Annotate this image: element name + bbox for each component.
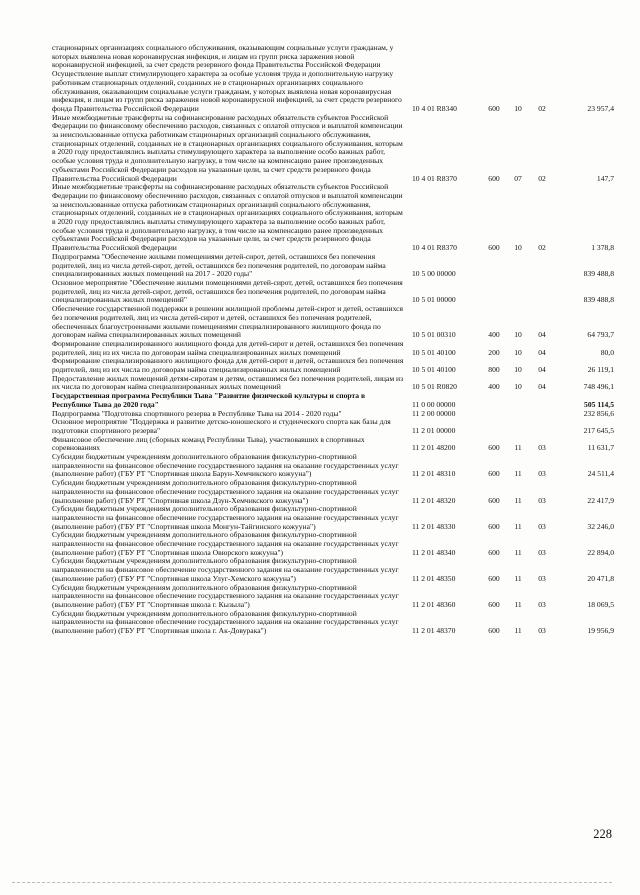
row-expense-type: 200: [488, 347, 500, 357]
row-amount: 147,7: [596, 173, 614, 183]
table-row: [52, 114, 614, 184]
row-subsection: 04: [538, 347, 546, 357]
row-section: 11: [514, 521, 522, 531]
table-row: [52, 392, 614, 409]
row-description: Предоставление жилых помещений детям-сиротам и детям, оставшимся без попечения родителей, лицам из их числа по договорам найма специализированных жилых помещений: [52, 373, 404, 392]
row-description: Субсидии бюджетным учреждениям дополнительного образования физкультурно-спортивной направленности на финансовое обеспечение государственного задания на оказание государственных услуг (выполнение работ) (ГБУ РТ "Спортивная школа Дзун-Хемчикского кожууна"): [52, 478, 399, 505]
row-classification-code: 11 2 01 48350: [412, 573, 456, 583]
scan-edge-divider: [12, 882, 612, 884]
row-expense-type: 600: [488, 243, 500, 253]
table-row: [52, 375, 614, 392]
row-description: Основное мероприятие "Обеспечение жилыми помещениями детей-сирот, детей, оставшихся без попечения родителей, лиц из числа детей-сирот, детей, оставшихся без попечения родителей, по договорам найма специализированных жилых помещений": [52, 277, 403, 305]
row-description: Формирование специализированного жилищного фонда для детей-сирот и детей, оставшихся без попечения родителей, лиц из их числа по договорам найма специализированных жилых помещений: [52, 356, 404, 375]
row-subsection: 03: [538, 626, 546, 636]
row-description: Подпрограмма "Обеспечение жилыми помещениями детей-сирот, детей, оставшихся без попечения родителей, лиц из числа детей-сирот, детей, оставшихся без попечения родителей, по договорам найма специализированных жилых помещений на 2017 - 2020 годы": [52, 251, 386, 279]
row-classification-code: 11 2 01 48330: [412, 521, 456, 531]
row-amount: 32 246,0: [587, 521, 614, 531]
row-amount: 20 471,8: [587, 573, 614, 583]
row-classification-code: 11 2 01 48360: [412, 600, 456, 609]
row-amount: 26 119,1: [587, 365, 614, 375]
row-classification-code: 11 2 01 48340: [412, 547, 456, 557]
table-row: [52, 584, 614, 610]
row-subsection: 03: [538, 469, 546, 479]
row-amount: 505 114,5: [584, 399, 614, 409]
table-row: [52, 557, 614, 583]
table-row: [52, 253, 614, 279]
row-amount: 839 488,8: [583, 295, 614, 305]
row-expense-type: 600: [488, 173, 500, 183]
row-classification-code: 10 5 01 40100: [412, 365, 456, 375]
row-subsection: 04: [538, 330, 546, 340]
row-classification-code: 10 5 01 00000: [412, 295, 456, 305]
row-amount: 80,0: [600, 347, 614, 357]
row-subsection: 03: [538, 573, 546, 583]
row-section: 11: [514, 573, 522, 583]
row-amount: 839 488,8: [583, 269, 614, 279]
row-expense-type: 600: [488, 573, 500, 583]
row-expense-type: 600: [488, 600, 500, 609]
row-expense-type: 600: [488, 626, 500, 636]
row-section: 07: [514, 173, 522, 183]
row-expense-type: 600: [488, 469, 500, 479]
row-subsection: 03: [538, 547, 546, 557]
row-classification-code: 11 2 01 48370: [412, 626, 456, 636]
row-expense-type: 800: [488, 365, 500, 375]
row-section: 11: [514, 600, 522, 609]
row-section: 10: [514, 365, 522, 375]
table-row: [52, 183, 614, 253]
row-description: Обеспечение государственной поддержки в решении жилищной проблемы детей-сирот и детей, оставшихся без попечения родителей, лиц из числа детей-сирот и детей, оставшихся без попечения родителей, обеспеченных благоустроенными жилыми помещениями специализированного жилищного фонда по договорам найма специализированных жилых помещений: [52, 304, 404, 340]
table-row: [52, 279, 614, 305]
table-row: [52, 70, 614, 114]
row-classification-code: 11 2 01 00000: [412, 425, 456, 435]
table-row: [52, 453, 614, 479]
row-section: 10: [514, 347, 522, 357]
row-subsection: 02: [538, 243, 546, 253]
row-amount: 24 511,4: [587, 469, 614, 479]
row-description: Субсидии бюджетным учреждениям дополнительного образования физкультурно-спортивной направленности на финансовое обеспечение государственного задания на оказание государственных услуг (выполнение работ) (ГБУ РТ "Спортивная школа Улуг-Хемского кожууна"): [52, 556, 399, 583]
row-description: Финансовое обеспечение лиц (сборных команд Республики Тыва), участвовавших в спортивных соревнованиях: [52, 434, 365, 453]
row-expense-type: 400: [488, 382, 500, 392]
page-number: 228: [593, 827, 612, 841]
row-classification-code: 11 2 01 48310: [412, 469, 456, 479]
row-amount: 23 957,4: [587, 103, 614, 113]
row-description: Формирование специализированного жилищного фонда для детей-сирот и детей, оставшихся без попечения родителей, лиц из их числа по договорам найма специализированных жилых помещений: [52, 338, 404, 357]
row-description: Субсидии бюджетным учреждениям дополнительного образования физкультурно-спортивной направленности на финансовое обеспечение государственного задания на оказание государственных услуг (выполнение работ) (ГБУ РТ "Спортивная школа Барун-Хемчикского кожууна"): [52, 452, 399, 479]
row-section: 11: [514, 469, 522, 479]
row-expense-type: 600: [488, 547, 500, 557]
row-amount: 19 956,9: [587, 626, 614, 636]
row-description: Субсидии бюджетным учреждениям дополнительного образования физкультурно-спортивной направленности на финансовое обеспечение государственного задания на оказание государственных услуг (выполнение работ) (ГБУ РТ "Спортивная школа Монгун-Тайгинского кожууна"): [52, 504, 399, 531]
row-subsection: 03: [538, 443, 546, 453]
row-amount: 22 417,9: [587, 495, 614, 505]
row-classification-code: 10 4 01 R8370: [412, 173, 457, 183]
table-row: [52, 610, 614, 636]
row-expense-type: 600: [488, 495, 500, 505]
row-amount: 22 894,0: [587, 547, 614, 557]
table-row: [52, 44, 614, 70]
row-description: Государственная программа Республики Тыва "Развитие физической культуры и спорта в Республике Тыва до 2020 года": [52, 391, 366, 409]
row-expense-type: 600: [488, 443, 500, 453]
row-amount: 11 631,7: [587, 443, 614, 453]
row-section: 11: [514, 495, 522, 505]
table-row: [52, 505, 614, 531]
row-classification-code: 10 4 01 R8370: [412, 243, 457, 253]
row-expense-type: 600: [488, 521, 500, 531]
row-amount: 18 069,5: [587, 600, 614, 609]
row-description: Основное мероприятие "Поддержка и развитие детско-юношеского и студенческого спорта как базы для подготовки спортивного резерва": [52, 417, 391, 435]
row-section: 10: [514, 330, 522, 340]
row-subsection: 04: [538, 365, 546, 375]
row-description: Субсидии бюджетным учреждениям дополнительного образования физкультурно-спортивной направленности на финансовое обеспечение государственного задания на оказание государственных услуг (выполнение работ) (ГБУ РТ "Спортивная школа г. Ак-Довурака"): [52, 608, 399, 636]
row-subsection: 02: [538, 103, 546, 113]
row-subsection: 02: [538, 173, 546, 183]
row-section: 10: [514, 243, 522, 253]
row-classification-code: 10 5 01 R0820: [412, 382, 457, 392]
row-classification-code: 10 5 00 00000: [412, 269, 456, 279]
table-row: [52, 357, 614, 374]
row-subsection: 04: [538, 382, 546, 392]
row-subsection: 03: [538, 495, 546, 505]
row-description: Иные межбюджетные трансферты на софинансирование расходных обязательств субъектов Российской Федерации по финансовому обеспечению расходов, связанных с оплатой отпусков и выплатой компенсации за неиспользованные отпуска работникам стационарных организаций социального обслуживания, стационарных отделений, созданных не в стационарных организациях социального обслуживания, которым в 2020 году предоставлялись выплаты стимулирующего характера за выполнение особо важных работ, особые условия труда и дополнительную нагрузку, в том числе на компенсацию ранее произведенных субъектами Российской Федерации расходов на указанные цели, за счет средств резервного фонда Правительства Российской Федерации: [52, 182, 403, 253]
table-row: [52, 479, 614, 505]
row-section: 10: [514, 103, 522, 113]
row-subsection: 03: [538, 521, 546, 531]
row-classification-code: 10 5 01 40100: [412, 347, 456, 357]
table-row: [52, 340, 614, 357]
row-amount: 64 793,7: [587, 330, 614, 340]
row-amount: 1 378,8: [591, 243, 614, 253]
row-subsection: 03: [538, 600, 546, 609]
row-description: Осуществление выплат стимулирующего характера за особые условия труда и дополнительную нагрузку работникам стационарных отделений, созданных не в стационарных организациях социального обслуживания, оказывающим социальные услуги гражданам, у которых выявлена новая коронавирусная инфекция, и лицам из групп риска заражения новой коронавирусной инфекцией, за счет средств резервного фонда Правительства Российской Федерации: [52, 69, 402, 113]
table-row: [52, 305, 614, 340]
row-expense-type: 600: [488, 103, 500, 113]
table-row: [52, 436, 614, 453]
row-classification-code: 11 2 01 48200: [412, 443, 456, 453]
row-description: Субсидии бюджетным учреждениям дополнительного образования физкультурно-спортивной направленности на финансовое обеспечение государственного задания на оказание государственных услуг (выполнение работ) (ГБУ РТ "Спортивная школа г. Кызыла"): [52, 582, 399, 609]
row-section: 11: [514, 443, 522, 453]
row-amount: 217 645,5: [583, 425, 614, 435]
table-row: [52, 531, 614, 557]
row-expense-type: 400: [488, 330, 500, 340]
row-section: 11: [514, 547, 522, 557]
row-classification-code: 10 4 01 R8340: [412, 103, 457, 113]
row-classification-code: 11 2 01 48320: [412, 495, 456, 505]
row-section: 11: [514, 626, 522, 636]
row-section: 10: [514, 382, 522, 392]
row-description: стационарных организациях социального обслуживания, оказывающим социальные услуги гражданам, у которых выявлена новая коронавирусная инфекция, и лицам из групп риска заражения новой коронавирусной инфекцией, за счет средств резервного фонда Правительства Российской Федерации: [52, 43, 394, 70]
row-description: Иные межбюджетные трансферты на софинансирование расходных обязательств субъектов Российской Федерации по финансовому обеспечению расходов, связанных с оплатой отпусков и выплатой компенсации за неиспользованные отпуска работникам стационарных организаций социального обслуживания, стационарных отделений, созданных не в стационарных организациях социального обслуживания, которым в 2020 году предоставлялись выплаты стимулирующего характера за выполнение особо важных работ, особые условия труда и дополнительную нагрузку, в том числе на компенсацию ранее произведенных субъектами Российской Федерации расходов на указанные цели, за счет средств резервного фонда Правительства Российской Федерации: [52, 112, 403, 183]
table-row: [52, 418, 614, 435]
row-description: Субсидии бюджетным учреждениям дополнительного образования физкультурно-спортивной направленности на финансовое обеспечение государственного задания на оказание государственных услуг (выполнение работ) (ГБУ РТ "Спортивная школа Овюрского кожууна"): [52, 530, 399, 557]
row-classification-code: 10 5 01 00310: [412, 330, 456, 340]
row-classification-code: 11 0 00 00000: [412, 399, 456, 409]
row-amount: 232 856,6: [583, 408, 614, 418]
row-description: Подпрограмма "Подготовка спортивного резерва в Республике Тыва на 2014 - 2020 годы": [52, 408, 342, 418]
row-amount: 748 496,1: [583, 382, 614, 392]
row-classification-code: 11 2 00 00000: [412, 408, 456, 418]
budget-table: [52, 44, 614, 636]
